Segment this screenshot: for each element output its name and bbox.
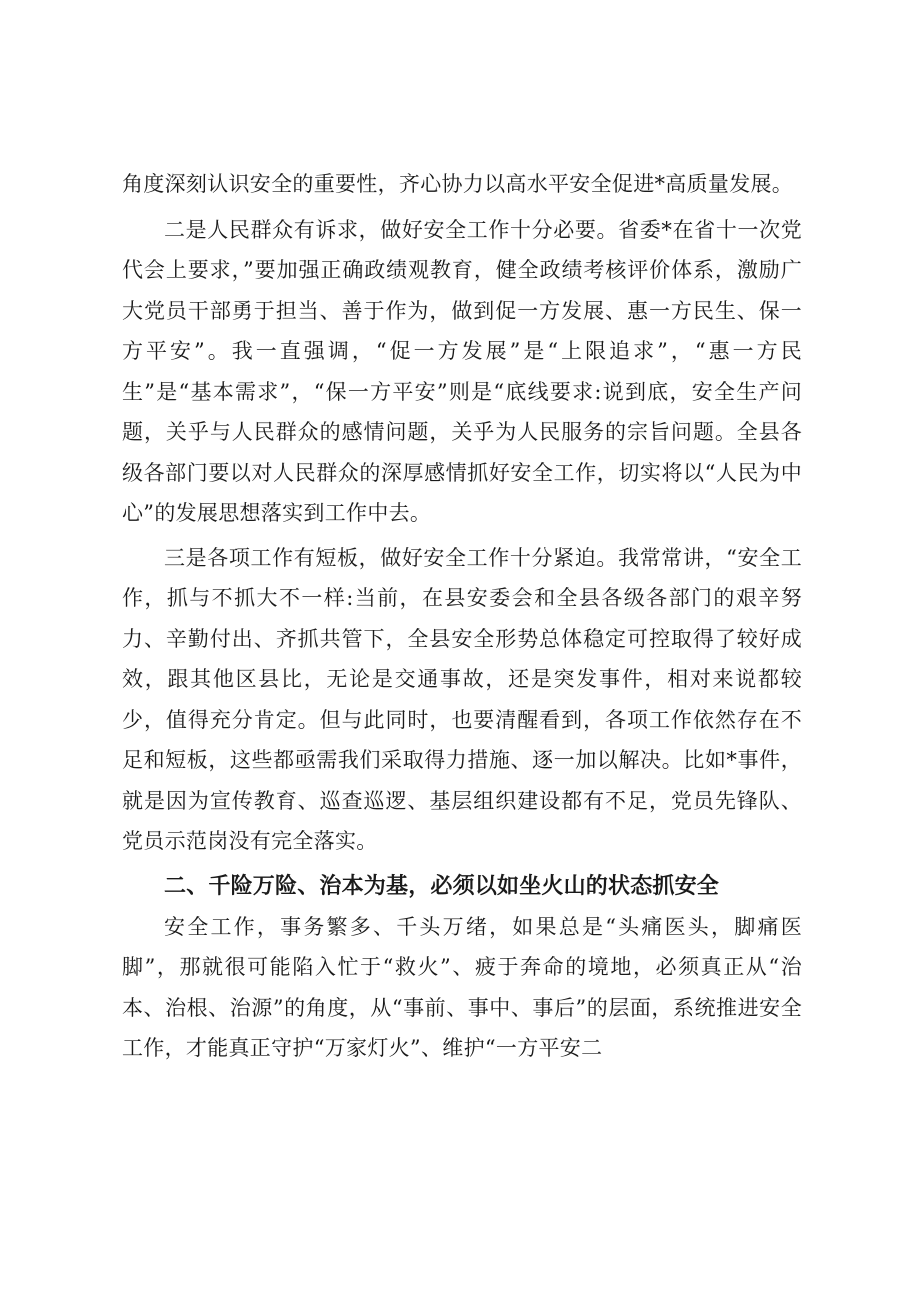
paragraph-people-demands: 二是人民群众有诉求，做好安全工作十分必要。省委*在省十一次党代会上要求，”要加强正确政绩观教育，健全政绩考核评价体系，激励广大党员干部勇于担当、善于作为，做到促一方发展、惠一方民生、保一方平安”。我一直强调，“促一方发展”是“上限追求”，“惠一方民生”是“基本需求”，“保一方平安”则是“底线要求:说到底，安全生产问题，关乎与人民群众的感情问题，关乎为人民服务的宗旨问题。全县各级各部门要以对人民群众的深厚感情抓好安全工作，切实将以“人民为中心”的发展思想落实到工作中去。 xyxy=(122,217,802,525)
paragraph-work-shortcomings: 三是各项工作有短板，做好安全工作十分紧迫。我常常讲，“安全工作，抓与不抓大不一样:当前，在县安委会和全县各级各部门的艰辛努力、辛勤付出、齐抓共管下，全县安全形势总体稳定可控取得了较好成效，跟其他区县比，无论是交通事故，还是突发事件，相对来说都较少，值得充分肯定。但与此同时，也要清醒看到，各项工作依然存在不足和短板，这些都亟需我们采取得力措施、逐一加以解决。比如*事件，就是因为宣传教育、巡查巡逻、基层组织建设都有不足，党员先锋队、党员示范岗没有完全落实。 xyxy=(122,545,802,853)
paragraph-continuation: 角度深刻认识安全的重要性，齐心协力以高水平安全促进*高质量发展。 xyxy=(122,172,794,196)
document-body xyxy=(122,164,802,1069)
paragraph-root-cause: 安全工作，事务繁多、千头万绪，如果总是“头痛医头，脚痛医脚”，那就很可能陷入忙于“救火”、疲于奔命的境地，必须真正从“治本、治根、治源”的角度，从“事前、事中、事后”的层面，系统推进安全工作，才能真正守护“万家灯火”、维护“一方平安二 xyxy=(122,914,802,1060)
section-heading: 二、千险万险、治本为基，必须以如坐火山的状态抓安全 xyxy=(164,873,720,899)
